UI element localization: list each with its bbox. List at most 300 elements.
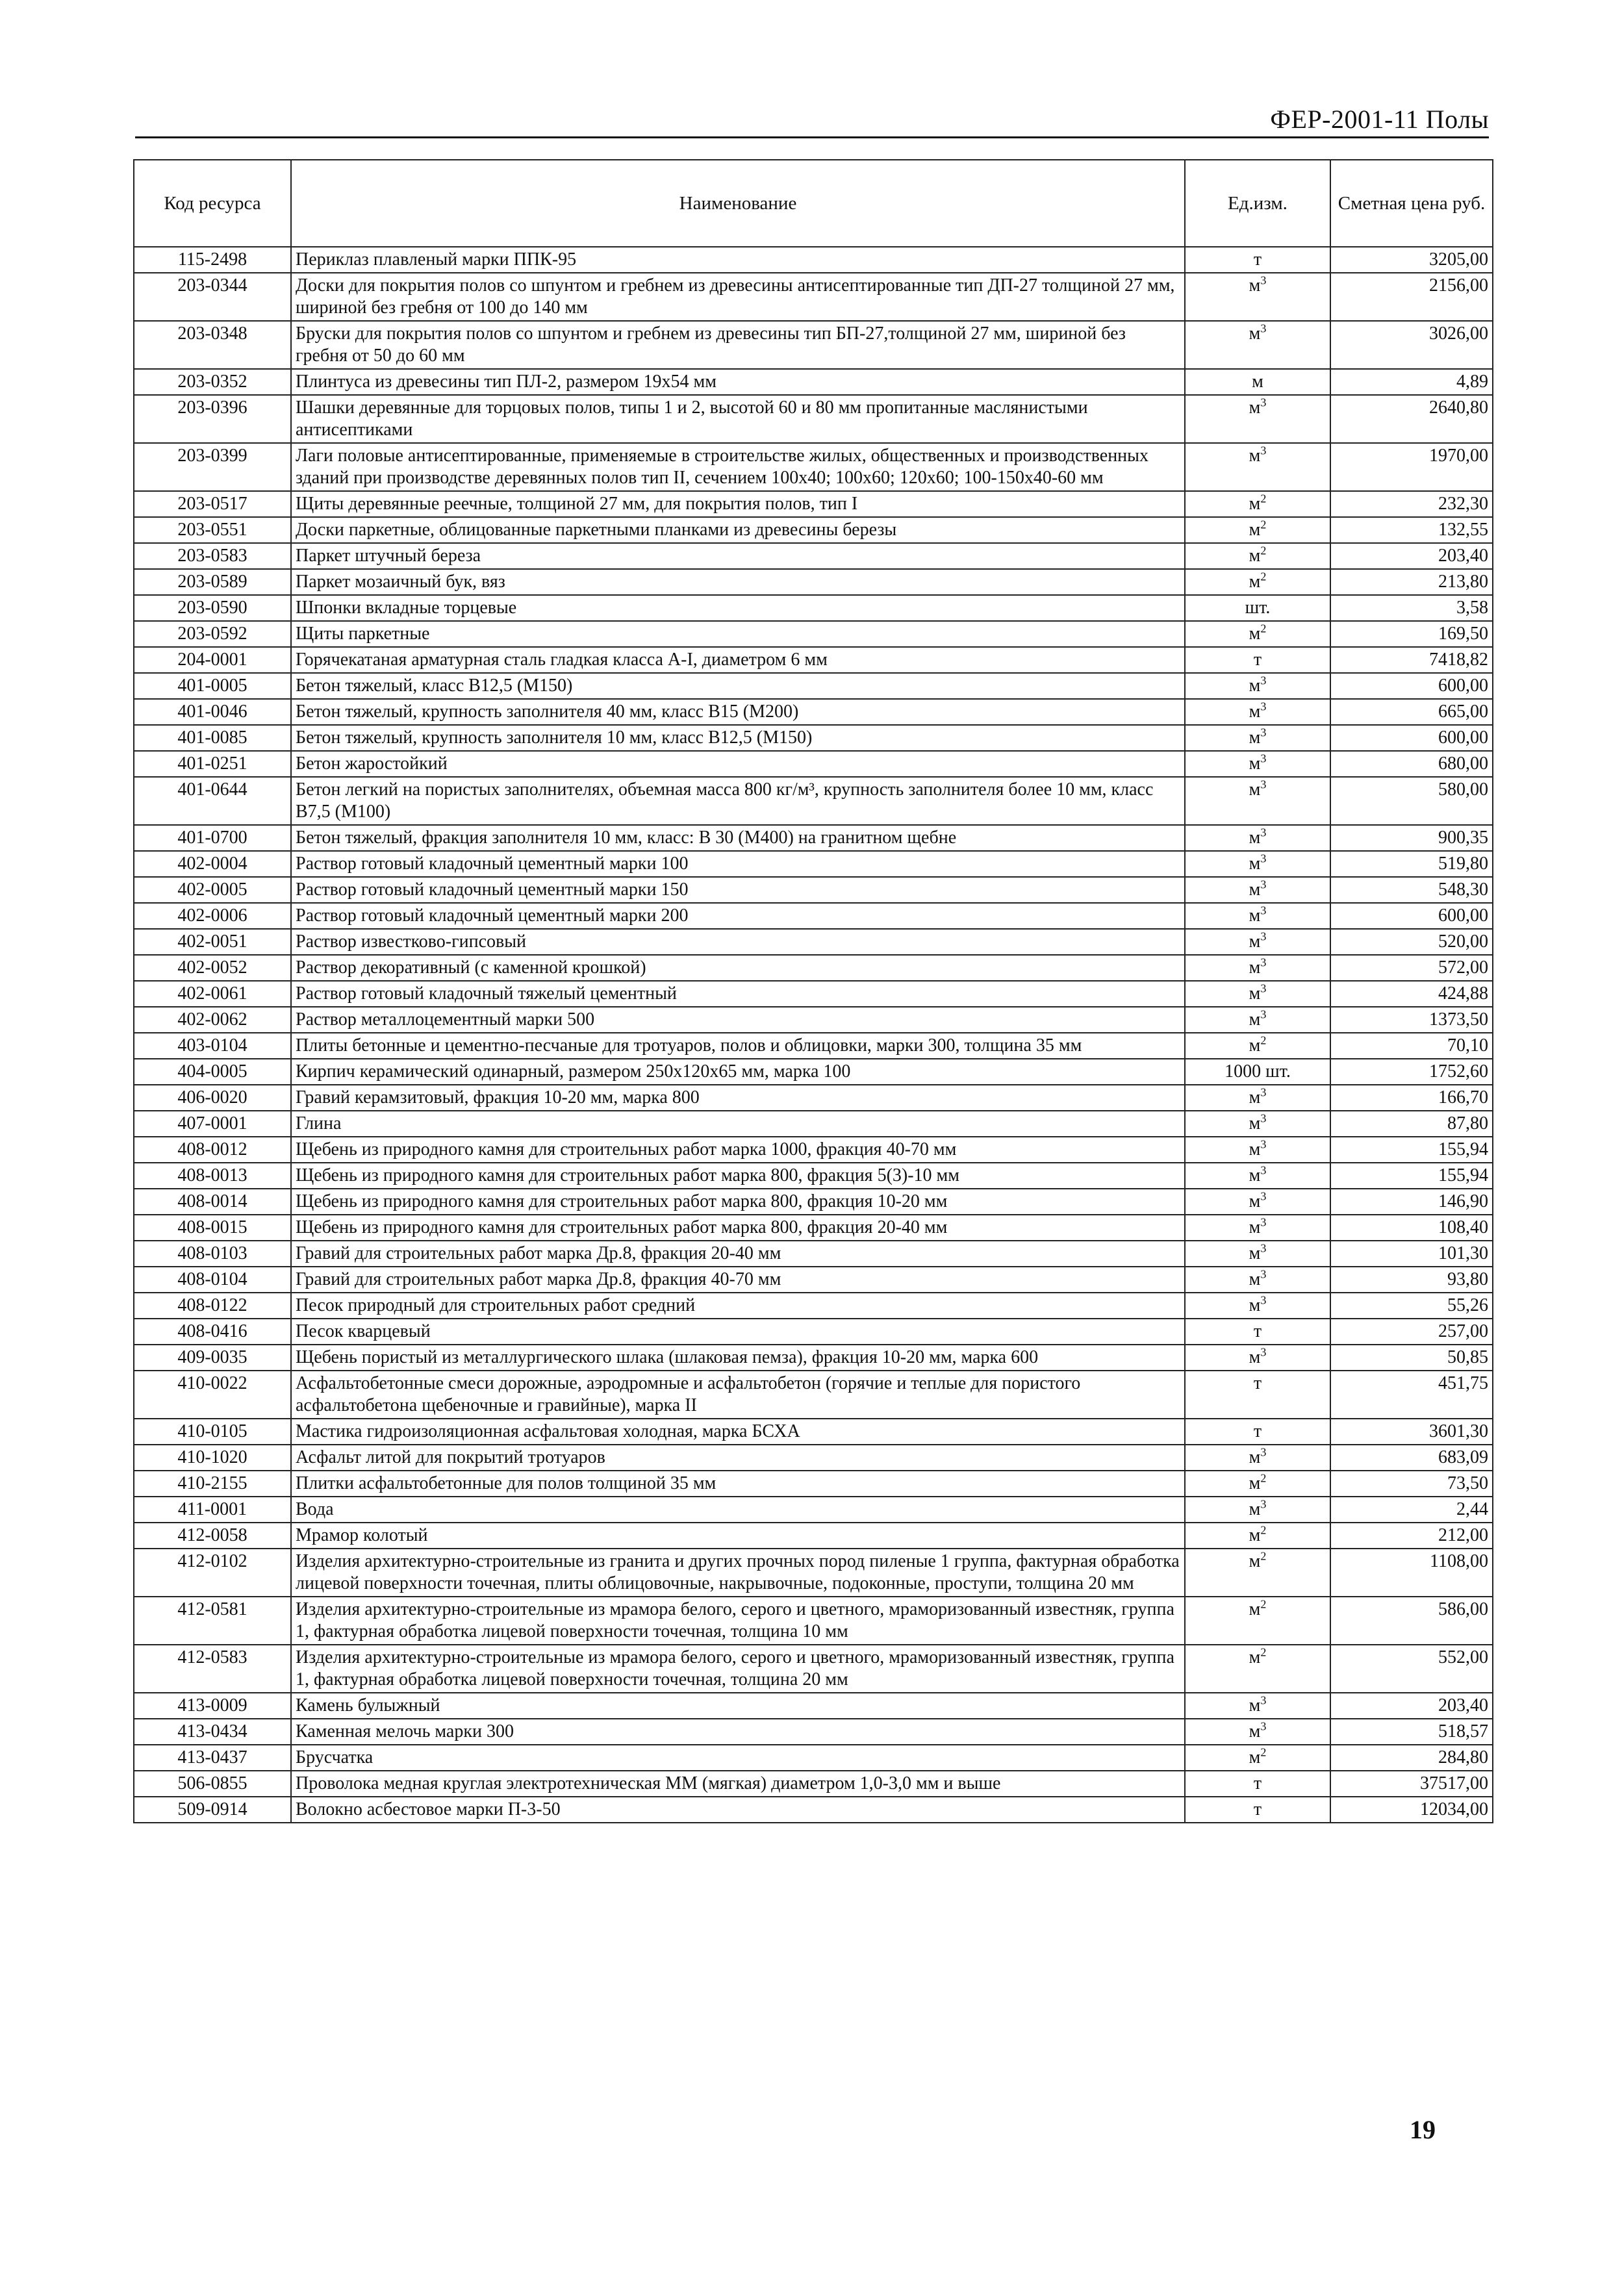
unit-exponent: 2 bbox=[1260, 1645, 1267, 1659]
estimated-price: 257,00 bbox=[1330, 1319, 1493, 1345]
unit-exponent: 2 bbox=[1260, 544, 1267, 557]
table-row bbox=[134, 1419, 1493, 1445]
unit-text: м bbox=[1249, 779, 1261, 800]
unit-text: м bbox=[1249, 1191, 1261, 1211]
unit-text: м bbox=[1249, 676, 1261, 696]
unit-of-measure bbox=[1185, 595, 1330, 621]
unit-exponent: 3 bbox=[1260, 1189, 1267, 1203]
unit-of-measure bbox=[1185, 777, 1330, 825]
resource-code: 401-0251 bbox=[134, 751, 291, 777]
unit-exponent: 2 bbox=[1260, 1033, 1267, 1047]
table-row bbox=[134, 369, 1493, 395]
unit-text: м bbox=[1249, 1551, 1261, 1571]
resource-code: 408-0014 bbox=[134, 1189, 291, 1215]
resource-code: 413-0434 bbox=[134, 1719, 291, 1745]
estimated-price: 548,30 bbox=[1330, 877, 1493, 903]
unit-of-measure bbox=[1185, 1111, 1330, 1137]
unit-exponent: 3 bbox=[1260, 1293, 1267, 1307]
resource-name: Изделия архитектурно-строительные из мрамора белого, серого и цветного, мраморизованный известняк, группа 1, фактурная обработка лицевой поверхности точечная, толщина 10 мм bbox=[291, 1597, 1185, 1645]
estimated-price: 146,90 bbox=[1330, 1189, 1493, 1215]
unit-exponent: 3 bbox=[1260, 1007, 1267, 1021]
unit-exponent: 2 bbox=[1260, 1549, 1267, 1563]
estimated-price: 3601,30 bbox=[1330, 1419, 1493, 1445]
table-row bbox=[134, 1693, 1493, 1719]
unit-text: т bbox=[1253, 1421, 1262, 1441]
document-header-title: ФЕР-2001-11 Полы bbox=[1270, 105, 1489, 134]
resource-code: 412-0583 bbox=[134, 1645, 291, 1693]
unit-of-measure bbox=[1185, 1445, 1330, 1471]
resource-code: 408-0122 bbox=[134, 1293, 291, 1319]
unit-of-measure bbox=[1185, 273, 1330, 321]
table-row bbox=[134, 903, 1493, 929]
table-row bbox=[134, 1597, 1493, 1645]
unit-exponent: 3 bbox=[1260, 982, 1267, 995]
unit-text: м bbox=[1249, 931, 1261, 952]
unit-text: м bbox=[1249, 1035, 1261, 1056]
unit-of-measure bbox=[1185, 369, 1330, 395]
unit-of-measure bbox=[1185, 1745, 1330, 1771]
estimated-price: 284,80 bbox=[1330, 1745, 1493, 1771]
unit-text: 1000 шт. bbox=[1224, 1061, 1291, 1082]
table-row bbox=[134, 1033, 1493, 1059]
unit-text: т bbox=[1253, 1773, 1262, 1793]
resource-code: 203-0517 bbox=[134, 491, 291, 517]
resource-code: 411-0001 bbox=[134, 1497, 291, 1523]
resource-code: 203-0399 bbox=[134, 443, 291, 491]
resource-code: 412-0102 bbox=[134, 1549, 291, 1597]
resource-code: 408-0013 bbox=[134, 1163, 291, 1189]
unit-of-measure bbox=[1185, 1059, 1330, 1085]
unit-text: м bbox=[1249, 1347, 1261, 1367]
resource-code: 410-1020 bbox=[134, 1445, 291, 1471]
resource-name: Гравий для строительных работ марка Др.8, фракция 40-70 мм bbox=[291, 1267, 1185, 1293]
resource-code: 203-0352 bbox=[134, 369, 291, 395]
unit-text: м bbox=[1249, 398, 1261, 418]
resource-name: Бетон тяжелый, фракция заполнителя 10 мм, класс: В 30 (М400) на гранитном щебне bbox=[291, 825, 1185, 851]
estimated-price: 683,09 bbox=[1330, 1445, 1493, 1471]
estimated-price: 424,88 bbox=[1330, 981, 1493, 1007]
unit-of-measure bbox=[1185, 1497, 1330, 1523]
estimated-price: 4,89 bbox=[1330, 369, 1493, 395]
table-row bbox=[134, 699, 1493, 725]
unit-text: м bbox=[1249, 1165, 1261, 1185]
estimated-price: 520,00 bbox=[1330, 929, 1493, 955]
table-row bbox=[134, 1215, 1493, 1241]
unit-exponent: 3 bbox=[1260, 1497, 1267, 1511]
unit-text: т bbox=[1253, 650, 1262, 670]
unit-of-measure bbox=[1185, 851, 1330, 877]
table-row bbox=[134, 1471, 1493, 1497]
resource-name: Паркет мозаичный бук, вяз bbox=[291, 569, 1185, 595]
resource-code: 402-0051 bbox=[134, 929, 291, 955]
estimated-price: 1752,60 bbox=[1330, 1059, 1493, 1085]
resource-name: Песок кварцевый bbox=[291, 1319, 1185, 1345]
resource-name: Раствор металлоцементный марки 500 bbox=[291, 1007, 1185, 1033]
unit-exponent: 3 bbox=[1260, 396, 1267, 409]
estimated-price: 518,57 bbox=[1330, 1719, 1493, 1745]
unit-of-measure bbox=[1185, 1085, 1330, 1111]
unit-of-measure bbox=[1185, 1549, 1330, 1597]
estimated-price: 572,00 bbox=[1330, 955, 1493, 981]
resource-code: 203-0590 bbox=[134, 595, 291, 621]
table-row bbox=[134, 1007, 1493, 1033]
unit-of-measure bbox=[1185, 1523, 1330, 1549]
resource-code: 408-0104 bbox=[134, 1267, 291, 1293]
unit-of-measure bbox=[1185, 1597, 1330, 1645]
unit-of-measure bbox=[1185, 825, 1330, 851]
unit-of-measure bbox=[1185, 517, 1330, 543]
estimated-price: 600,00 bbox=[1330, 673, 1493, 699]
resource-name: Волокно асбестовое марки П-3-50 bbox=[291, 1797, 1185, 1823]
resource-code: 410-0105 bbox=[134, 1419, 291, 1445]
table-row bbox=[134, 517, 1493, 543]
resource-code: 203-0589 bbox=[134, 569, 291, 595]
estimated-price: 203,40 bbox=[1330, 543, 1493, 569]
resource-code: 412-0581 bbox=[134, 1597, 291, 1645]
table-row bbox=[134, 1111, 1493, 1137]
table-row bbox=[134, 1189, 1493, 1215]
unit-of-measure bbox=[1185, 395, 1330, 443]
resource-code: 402-0005 bbox=[134, 877, 291, 903]
table-row bbox=[134, 247, 1493, 273]
resource-name: Шашки деревянные для торцовых полов, типы 1 и 2, высотой 60 и 80 мм пропитанные маслянистыми антисептиками bbox=[291, 395, 1185, 443]
unit-exponent: 3 bbox=[1260, 1267, 1267, 1281]
estimated-price: 169,50 bbox=[1330, 621, 1493, 647]
unit-text: м bbox=[1249, 1269, 1261, 1289]
resource-code: 410-2155 bbox=[134, 1471, 291, 1497]
unit-exponent: 3 bbox=[1260, 852, 1267, 865]
resource-name: Лаги половые антисептированные, применяемые в строительстве жилых, общественных и производственных зданий при производстве деревянных полов тип II, сечением 100х40; 100х60; 120х60; 100-150х40-60 мм bbox=[291, 443, 1185, 491]
unit-text: м bbox=[1249, 494, 1261, 514]
column-header-code: Код ресурса bbox=[134, 160, 291, 247]
unit-text: м bbox=[1249, 1139, 1261, 1159]
unit-of-measure bbox=[1185, 673, 1330, 699]
unit-exponent: 3 bbox=[1260, 1241, 1267, 1255]
unit-text: м bbox=[1249, 754, 1261, 774]
unit-text: м bbox=[1249, 957, 1261, 978]
page-number: 19 bbox=[1410, 2115, 1436, 2144]
unit-exponent: 3 bbox=[1260, 322, 1267, 335]
table-row bbox=[134, 595, 1493, 621]
table-row bbox=[134, 1163, 1493, 1189]
unit-text: т bbox=[1253, 1321, 1262, 1341]
table-row bbox=[134, 443, 1493, 491]
unit-text: м bbox=[1249, 446, 1261, 466]
estimated-price: 87,80 bbox=[1330, 1111, 1493, 1137]
table-row bbox=[134, 395, 1493, 443]
resource-name: Раствор готовый кладочный цементный марки 150 bbox=[291, 877, 1185, 903]
unit-exponent: 3 bbox=[1260, 1137, 1267, 1151]
resource-name: Щебень из природного камня для строительных работ марка 800, фракция 5(3)-10 мм bbox=[291, 1163, 1185, 1189]
table-row bbox=[134, 321, 1493, 369]
unit-text: м bbox=[1252, 372, 1263, 392]
unit-of-measure bbox=[1185, 1267, 1330, 1293]
resource-code: 413-0437 bbox=[134, 1745, 291, 1771]
unit-exponent: 2 bbox=[1260, 622, 1267, 635]
table-row bbox=[134, 825, 1493, 851]
table-row bbox=[134, 1267, 1493, 1293]
estimated-price: 600,00 bbox=[1330, 903, 1493, 929]
estimated-price: 519,80 bbox=[1330, 851, 1493, 877]
resource-code: 401-0700 bbox=[134, 825, 291, 851]
unit-of-measure bbox=[1185, 1189, 1330, 1215]
table-row bbox=[134, 1549, 1493, 1597]
unit-of-measure bbox=[1185, 1137, 1330, 1163]
table-row bbox=[134, 1085, 1493, 1111]
unit-of-measure bbox=[1185, 1241, 1330, 1267]
table-row bbox=[134, 1293, 1493, 1319]
unit-exponent: 3 bbox=[1260, 778, 1267, 791]
resource-name: Бетон тяжелый, класс В12,5 (М150) bbox=[291, 673, 1185, 699]
unit-of-measure bbox=[1185, 1371, 1330, 1419]
unit-text: м bbox=[1249, 1525, 1261, 1545]
table-row bbox=[134, 877, 1493, 903]
table-row bbox=[134, 1319, 1493, 1345]
unit-exponent: 3 bbox=[1260, 930, 1267, 943]
estimated-price: 3026,00 bbox=[1330, 321, 1493, 369]
table-row bbox=[134, 1745, 1493, 1771]
unit-exponent: 3 bbox=[1260, 674, 1267, 687]
resource-name: Щиты паркетные bbox=[291, 621, 1185, 647]
unit-of-measure bbox=[1185, 247, 1330, 273]
unit-of-measure bbox=[1185, 1797, 1330, 1823]
unit-text: м bbox=[1249, 1499, 1261, 1519]
table-row bbox=[134, 1523, 1493, 1549]
unit-exponent: 3 bbox=[1260, 904, 1267, 917]
unit-exponent: 3 bbox=[1260, 1111, 1267, 1125]
unit-exponent: 3 bbox=[1260, 726, 1267, 739]
table-row bbox=[134, 1771, 1493, 1797]
estimated-price: 101,30 bbox=[1330, 1241, 1493, 1267]
unit-text: м bbox=[1249, 1647, 1261, 1667]
resource-code: 410-0022 bbox=[134, 1371, 291, 1419]
resource-name: Раствор готовый кладочный цементный марки 100 bbox=[291, 851, 1185, 877]
unit-of-measure bbox=[1185, 1007, 1330, 1033]
unit-text: м bbox=[1249, 702, 1261, 722]
resource-name: Щебень из природного камня для строительных работ марка 1000, фракция 40-70 мм bbox=[291, 1137, 1185, 1163]
resource-name: Вода bbox=[291, 1497, 1185, 1523]
estimated-price: 155,94 bbox=[1330, 1137, 1493, 1163]
resource-code: 203-0583 bbox=[134, 543, 291, 569]
resource-name: Раствор готовый кладочный цементный марки 200 bbox=[291, 903, 1185, 929]
resource-code: 406-0020 bbox=[134, 1085, 291, 1111]
resource-code: 203-0344 bbox=[134, 273, 291, 321]
estimated-price: 232,30 bbox=[1330, 491, 1493, 517]
unit-text: м bbox=[1249, 1599, 1261, 1619]
unit-of-measure bbox=[1185, 1771, 1330, 1797]
table-row bbox=[134, 751, 1493, 777]
unit-exponent: 2 bbox=[1260, 1471, 1267, 1485]
resource-name: Горячекатаная арматурная сталь гладкая класса А-I, диаметром 6 мм bbox=[291, 647, 1185, 673]
estimated-price: 1373,50 bbox=[1330, 1007, 1493, 1033]
unit-exponent: 3 bbox=[1260, 956, 1267, 969]
table-row bbox=[134, 851, 1493, 877]
estimated-price: 212,00 bbox=[1330, 1523, 1493, 1549]
resource-name: Паркет штучный береза bbox=[291, 543, 1185, 569]
unit-text: м bbox=[1249, 572, 1261, 592]
unit-of-measure bbox=[1185, 1319, 1330, 1345]
estimated-price: 213,80 bbox=[1330, 569, 1493, 595]
unit-text: м bbox=[1249, 983, 1261, 1004]
unit-of-measure bbox=[1185, 1645, 1330, 1693]
resource-name: Асфальтобетонные смеси дорожные, аэродромные и асфальтобетон (горячие и теплые для пористого асфальтобетона щебеночные и гравийные), марка II bbox=[291, 1371, 1185, 1419]
resource-name: Плиты бетонные и цементно-песчаные для тротуаров, полов и облицовки, марки 300, толщина 35 мм bbox=[291, 1033, 1185, 1059]
resource-name: Раствор декоративный (с каменной крошкой) bbox=[291, 955, 1185, 981]
resource-code: 203-0348 bbox=[134, 321, 291, 369]
resource-name: Раствор известково-гипсовый bbox=[291, 929, 1185, 955]
estimated-price: 7418,82 bbox=[1330, 647, 1493, 673]
unit-of-measure bbox=[1185, 751, 1330, 777]
unit-text: м bbox=[1249, 1087, 1261, 1108]
unit-text: м bbox=[1249, 728, 1261, 748]
estimated-price: 155,94 bbox=[1330, 1163, 1493, 1189]
resource-name: Плитки асфальтобетонные для полов толщиной 35 мм bbox=[291, 1471, 1185, 1497]
unit-exponent: 2 bbox=[1260, 570, 1267, 583]
table-row bbox=[134, 1241, 1493, 1267]
unit-exponent: 3 bbox=[1260, 826, 1267, 839]
resource-name: Щиты деревянные реечные, толщиной 27 мм, для покрытия полов, тип I bbox=[291, 491, 1185, 517]
table-row bbox=[134, 569, 1493, 595]
unit-text: м bbox=[1249, 828, 1261, 848]
unit-of-measure bbox=[1185, 1033, 1330, 1059]
unit-of-measure bbox=[1185, 647, 1330, 673]
unit-of-measure bbox=[1185, 621, 1330, 647]
unit-exponent: 3 bbox=[1260, 878, 1267, 891]
table-row bbox=[134, 1797, 1493, 1823]
table-row bbox=[134, 1445, 1493, 1471]
estimated-price: 580,00 bbox=[1330, 777, 1493, 825]
resource-code: 402-0006 bbox=[134, 903, 291, 929]
table-row bbox=[134, 725, 1493, 751]
estimated-price: 108,40 bbox=[1330, 1215, 1493, 1241]
table-row bbox=[134, 647, 1493, 673]
table-header-row bbox=[134, 160, 1493, 247]
resource-code: 409-0035 bbox=[134, 1345, 291, 1371]
resource-code: 401-0005 bbox=[134, 673, 291, 699]
estimated-price: 1108,00 bbox=[1330, 1549, 1493, 1597]
resource-code: 203-0592 bbox=[134, 621, 291, 647]
unit-text: шт. bbox=[1245, 598, 1271, 618]
unit-text: м bbox=[1249, 1217, 1261, 1237]
unit-exponent: 2 bbox=[1260, 518, 1267, 531]
resource-name: Раствор готовый кладочный тяжелый цементный bbox=[291, 981, 1185, 1007]
table-row bbox=[134, 673, 1493, 699]
resource-code: 408-0015 bbox=[134, 1215, 291, 1241]
resource-name: Глина bbox=[291, 1111, 1185, 1137]
table-row bbox=[134, 1719, 1493, 1745]
resource-name: Доски паркетные, облицованные паркетными планками из древесины березы bbox=[291, 517, 1185, 543]
estimated-price: 1970,00 bbox=[1330, 443, 1493, 491]
unit-text: м bbox=[1249, 275, 1261, 296]
estimated-price: 3,58 bbox=[1330, 595, 1493, 621]
resource-code: 203-0396 bbox=[134, 395, 291, 443]
unit-exponent: 2 bbox=[1260, 492, 1267, 505]
resource-code: 115-2498 bbox=[134, 247, 291, 273]
unit-text: м bbox=[1249, 520, 1261, 540]
unit-text: м bbox=[1249, 624, 1261, 644]
unit-text: м bbox=[1249, 1113, 1261, 1134]
unit-of-measure bbox=[1185, 543, 1330, 569]
resource-name: Бетон тяжелый, крупность заполнителя 40 мм, класс В15 (М200) bbox=[291, 699, 1185, 725]
resource-name: Щебень пористый из металлургического шлака (шлаковая пемза), фракция 10-20 мм, марка 600 bbox=[291, 1345, 1185, 1371]
resource-name: Песок природный для строительных работ средний bbox=[291, 1293, 1185, 1319]
unit-exponent: 3 bbox=[1260, 1085, 1267, 1099]
unit-exponent: 3 bbox=[1260, 273, 1267, 287]
resource-name: Доски для покрытия полов со шпунтом и гребнем из древесины антисептированные тип ДП-27 толщиной 27 мм, шириной без гребня от 100 до 140 мм bbox=[291, 273, 1185, 321]
resource-code: 403-0104 bbox=[134, 1033, 291, 1059]
estimated-price: 900,35 bbox=[1330, 825, 1493, 851]
resource-code: 401-0085 bbox=[134, 725, 291, 751]
resource-code: 412-0058 bbox=[134, 1523, 291, 1549]
estimated-price: 3205,00 bbox=[1330, 247, 1493, 273]
unit-of-measure bbox=[1185, 1419, 1330, 1445]
estimated-price: 50,85 bbox=[1330, 1345, 1493, 1371]
estimated-price: 451,75 bbox=[1330, 1371, 1493, 1419]
unit-of-measure bbox=[1185, 1215, 1330, 1241]
unit-text: м bbox=[1249, 1009, 1261, 1030]
unit-text: м bbox=[1249, 1721, 1261, 1742]
unit-exponent: 2 bbox=[1260, 1745, 1267, 1759]
estimated-price: 586,00 bbox=[1330, 1597, 1493, 1645]
resource-code: 506-0855 bbox=[134, 1771, 291, 1797]
unit-of-measure bbox=[1185, 877, 1330, 903]
estimated-price: 73,50 bbox=[1330, 1471, 1493, 1497]
column-header-price: Сметная цена руб. bbox=[1330, 160, 1493, 247]
resource-name: Мастика гидроизоляционная асфальтовая холодная, марка БСХА bbox=[291, 1419, 1185, 1445]
header-divider bbox=[135, 136, 1489, 138]
resource-price-table bbox=[133, 159, 1493, 1823]
resource-name: Периклаз плавленый марки ППК-95 bbox=[291, 247, 1185, 273]
resource-name: Щебень из природного камня для строительных работ марка 800, фракция 20-40 мм bbox=[291, 1215, 1185, 1241]
resource-code: 408-0416 bbox=[134, 1319, 291, 1345]
table-row bbox=[134, 1059, 1493, 1085]
unit-of-measure bbox=[1185, 929, 1330, 955]
column-header-unit: Ед.изм. bbox=[1185, 160, 1330, 247]
resource-name: Проволока медная круглая электротехническая ММ (мягкая) диаметром 1,0-3,0 мм и выше bbox=[291, 1771, 1185, 1797]
unit-text: м bbox=[1249, 546, 1261, 566]
resource-code: 401-0644 bbox=[134, 777, 291, 825]
table-row bbox=[134, 1137, 1493, 1163]
resource-name: Камень булыжный bbox=[291, 1693, 1185, 1719]
unit-text: т bbox=[1253, 1373, 1262, 1393]
resource-code: 402-0004 bbox=[134, 851, 291, 877]
estimated-price: 166,70 bbox=[1330, 1085, 1493, 1111]
resource-code: 407-0001 bbox=[134, 1111, 291, 1137]
estimated-price: 2,44 bbox=[1330, 1497, 1493, 1523]
resource-code: 203-0551 bbox=[134, 517, 291, 543]
resource-name: Бетон тяжелый, крупность заполнителя 10 мм, класс В12,5 (М150) bbox=[291, 725, 1185, 751]
unit-text: м bbox=[1249, 1473, 1261, 1493]
resource-name: Брусчатка bbox=[291, 1745, 1185, 1771]
resource-code: 402-0052 bbox=[134, 955, 291, 981]
resource-code: 408-0103 bbox=[134, 1241, 291, 1267]
resource-name: Мрамор колотый bbox=[291, 1523, 1185, 1549]
resource-name: Асфальт литой для покрытий тротуаров bbox=[291, 1445, 1185, 1471]
resource-name: Бетон жаростойкий bbox=[291, 751, 1185, 777]
resource-name: Кирпич керамический одинарный, размером 250х120х65 мм, марка 100 bbox=[291, 1059, 1185, 1085]
table-row bbox=[134, 777, 1493, 825]
unit-text: м bbox=[1249, 906, 1261, 926]
unit-text: м bbox=[1249, 1447, 1261, 1467]
resource-code: 509-0914 bbox=[134, 1797, 291, 1823]
unit-of-measure bbox=[1185, 699, 1330, 725]
resource-name: Гравий для строительных работ марка Др.8, фракция 20-40 мм bbox=[291, 1241, 1185, 1267]
unit-exponent: 3 bbox=[1260, 752, 1267, 765]
unit-of-measure bbox=[1185, 1719, 1330, 1745]
unit-exponent: 2 bbox=[1260, 1523, 1267, 1537]
resource-name: Изделия архитектурно-строительные из мрамора белого, серого и цветного, мраморизованный известняк, группа 1, фактурная обработка лицевой поверхности точечная, толщина 20 мм bbox=[291, 1645, 1185, 1693]
estimated-price: 2156,00 bbox=[1330, 273, 1493, 321]
